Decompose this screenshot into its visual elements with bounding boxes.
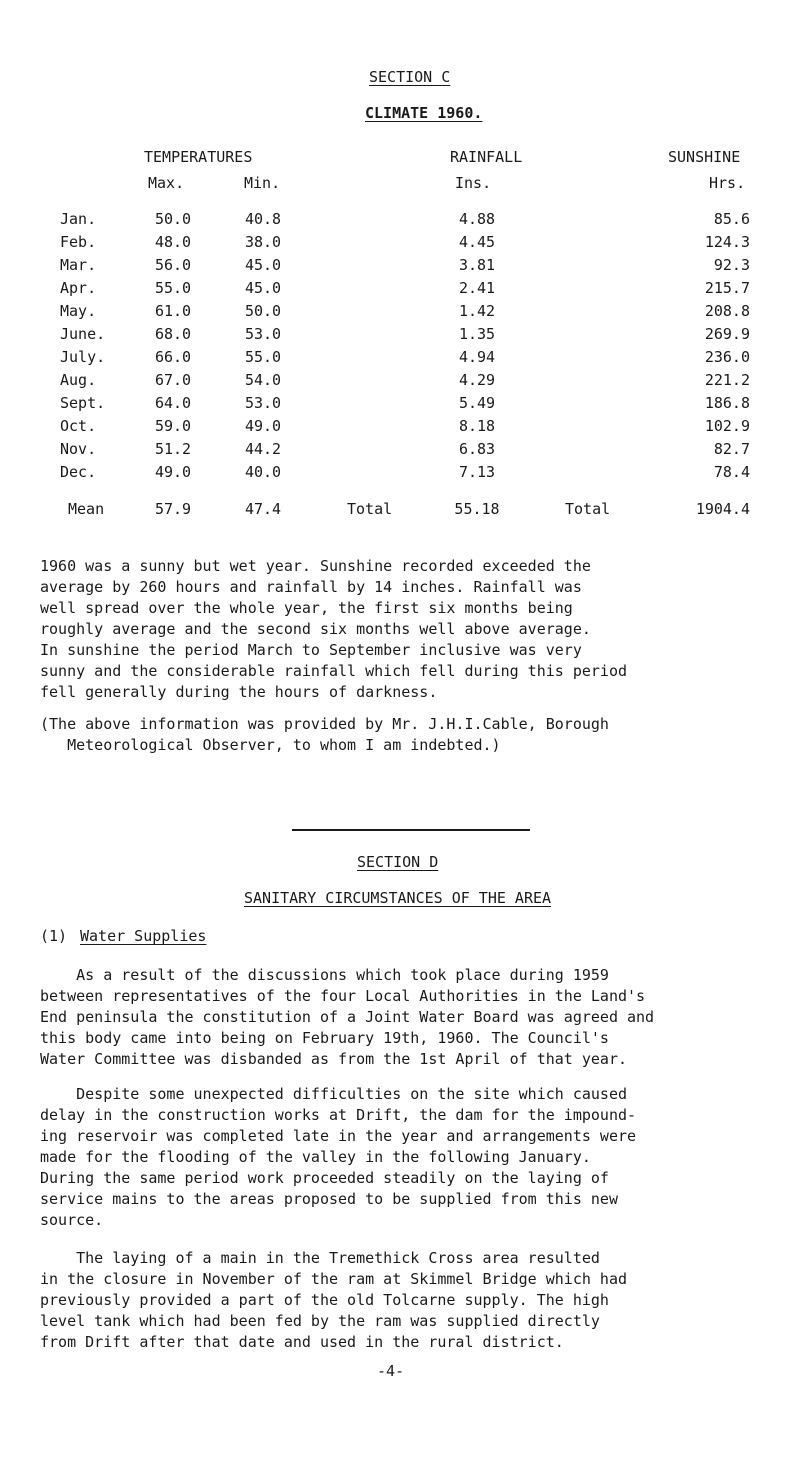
min-cell: 38.0	[244, 233, 282, 251]
min-cell: 44.2	[244, 440, 282, 458]
min-cell: 40.8	[244, 210, 282, 228]
sun-cell: 236.0	[704, 348, 750, 366]
rain-total: 55.18	[454, 500, 500, 518]
max-cell: 64.0	[154, 394, 192, 412]
sun-cell: 208.8	[704, 302, 750, 320]
min-header: Min.	[244, 174, 281, 192]
rain-cell: 1.35	[458, 325, 496, 343]
rain-cell: 4.45	[458, 233, 496, 251]
sun-cell: 186.8	[704, 394, 750, 412]
max-cell: 61.0	[154, 302, 192, 320]
table-row	[0, 440, 800, 462]
month-cell: Nov.	[60, 440, 97, 458]
max-cell: 50.0	[154, 210, 192, 228]
rain-cell: 8.18	[458, 417, 496, 435]
rain-cell: 4.88	[458, 210, 496, 228]
rainfall-header: RAINFALL	[450, 148, 523, 166]
month-cell: June.	[60, 325, 106, 343]
min-cell: 45.0	[244, 256, 282, 274]
sun-cell: 221.2	[704, 371, 750, 389]
month-cell: Sept.	[60, 394, 106, 412]
max-cell: 56.0	[154, 256, 192, 274]
mean-label: Mean	[68, 500, 105, 518]
month-cell: Feb.	[60, 233, 97, 251]
month-cell: Apr.	[60, 279, 97, 297]
min-cell: 49.0	[244, 417, 282, 435]
sun-cell: 215.7	[704, 279, 750, 297]
min-cell: 50.0	[244, 302, 282, 320]
table-row	[0, 463, 800, 485]
table-row	[0, 417, 800, 439]
rain-cell: 6.83	[458, 440, 496, 458]
table-row	[0, 302, 800, 324]
min-cell: 45.0	[244, 279, 282, 297]
mean-row	[0, 500, 800, 522]
table-row	[0, 210, 800, 232]
water-paragraph-2: Despite some unexpected difficulties on the site which caused delay in the construction works at Drift, the dam for the impound- ing reservoir was completed late in the year and arrangements were made for the flooding of the valley in the following January. During the same period work proceeded steadily on the laying of service mains to the areas proposed to be supplied from this new source.	[40, 1085, 637, 1229]
sun-total: 1904.4	[695, 500, 750, 518]
table-row	[0, 348, 800, 370]
max-cell: 67.0	[154, 371, 192, 389]
mean-max: 57.9	[154, 500, 192, 518]
month-cell: Aug.	[60, 371, 97, 389]
water-supplies-subheading: Water Supplies	[80, 927, 207, 945]
max-header: Max.	[148, 174, 185, 192]
table-row	[0, 233, 800, 255]
max-cell: 51.2	[154, 440, 192, 458]
month-cell: Jan.	[60, 210, 97, 228]
sunshine-header: SUNSHINE	[668, 148, 741, 166]
section-divider	[292, 829, 530, 831]
rain-cell: 1.42	[458, 302, 496, 320]
max-cell: 55.0	[154, 279, 192, 297]
rain-total-label: Total	[347, 500, 393, 518]
max-cell: 66.0	[154, 348, 192, 366]
max-cell: 59.0	[154, 417, 192, 435]
mean-min: 47.4	[244, 500, 282, 518]
sun-cell: 269.9	[704, 325, 750, 343]
sun-total-label: Total	[565, 500, 611, 518]
month-cell: May.	[60, 302, 97, 320]
ins-header: Ins.	[455, 174, 492, 192]
min-cell: 55.0	[244, 348, 282, 366]
sun-cell: 85.6	[713, 210, 750, 228]
min-cell: 53.0	[244, 325, 282, 343]
rain-cell: 4.29	[458, 371, 496, 389]
sun-cell: 124.3	[704, 233, 750, 251]
water-paragraph-3: The laying of a main in the Tremethick Cross area resulted in the closure in November of the ram at Skimmel Bridge which had previously provided a part of the old Tolcarne supply. The high level tank which had been fed by the ram was supplied directly from Drift after that date and used in the rural district.	[40, 1249, 627, 1351]
sun-cell: 82.7	[713, 440, 750, 458]
max-cell: 68.0	[154, 325, 192, 343]
rain-cell: 4.94	[458, 348, 496, 366]
month-cell: Oct.	[60, 417, 97, 435]
month-cell: Mar.	[60, 256, 97, 274]
climate-source-note: (The above information was provided by Mr. J.H.I.Cable, Borough Meteorological Observer, to whom I am indebted.)	[40, 715, 609, 754]
rain-cell: 3.81	[458, 256, 496, 274]
table-row	[0, 371, 800, 393]
sanitary-title: SANITARY CIRCUMSTANCES OF THE AREA	[244, 889, 552, 907]
sun-cell: 78.4	[713, 463, 750, 481]
sun-cell: 92.3	[713, 256, 750, 274]
rain-cell: 7.13	[458, 463, 496, 481]
climate-title: CLIMATE 1960.	[365, 104, 483, 122]
max-cell: 48.0	[154, 233, 192, 251]
temperatures-header: TEMPERATURES	[144, 148, 253, 166]
table-row	[0, 279, 800, 301]
water-paragraph-1: As a result of the discussions which took place during 1959 between representatives of the four Local Authorities in the Land's End peninsula the constitution of a Joint Water Board was agreed and this body came into being on February 19th, 1960. The Council's Water Committee was disbanded as from the 1st April of that year.	[40, 966, 655, 1068]
section-d-heading: SECTION D	[357, 853, 439, 871]
min-cell: 40.0	[244, 463, 282, 481]
rain-cell: 5.49	[458, 394, 496, 412]
table-row	[0, 256, 800, 278]
min-cell: 54.0	[244, 371, 282, 389]
month-cell: Dec.	[60, 463, 97, 481]
section-c-heading: SECTION C	[369, 68, 451, 86]
climate-summary-paragraph: 1960 was a sunny but wet year. Sunshine recorded exceeded the average by 260 hours and rainfall by 14 inches. Rainfall was well spread over the whole year, the first six months being roughly average and the second six months well above average. In sunshine the period March to September inclusive was very sunny and the considerable rainfall which fell during this period fell generally during the hours of darkness.	[40, 557, 627, 701]
hrs-header: Hrs.	[709, 174, 746, 192]
rain-cell: 2.41	[458, 279, 496, 297]
month-cell: July.	[60, 348, 106, 366]
max-cell: 49.0	[154, 463, 192, 481]
table-row	[0, 394, 800, 416]
sun-cell: 102.9	[704, 417, 750, 435]
page-number: -4-	[377, 1362, 405, 1380]
table-row	[0, 325, 800, 347]
subheading-number: (1)	[40, 927, 68, 945]
min-cell: 53.0	[244, 394, 282, 412]
